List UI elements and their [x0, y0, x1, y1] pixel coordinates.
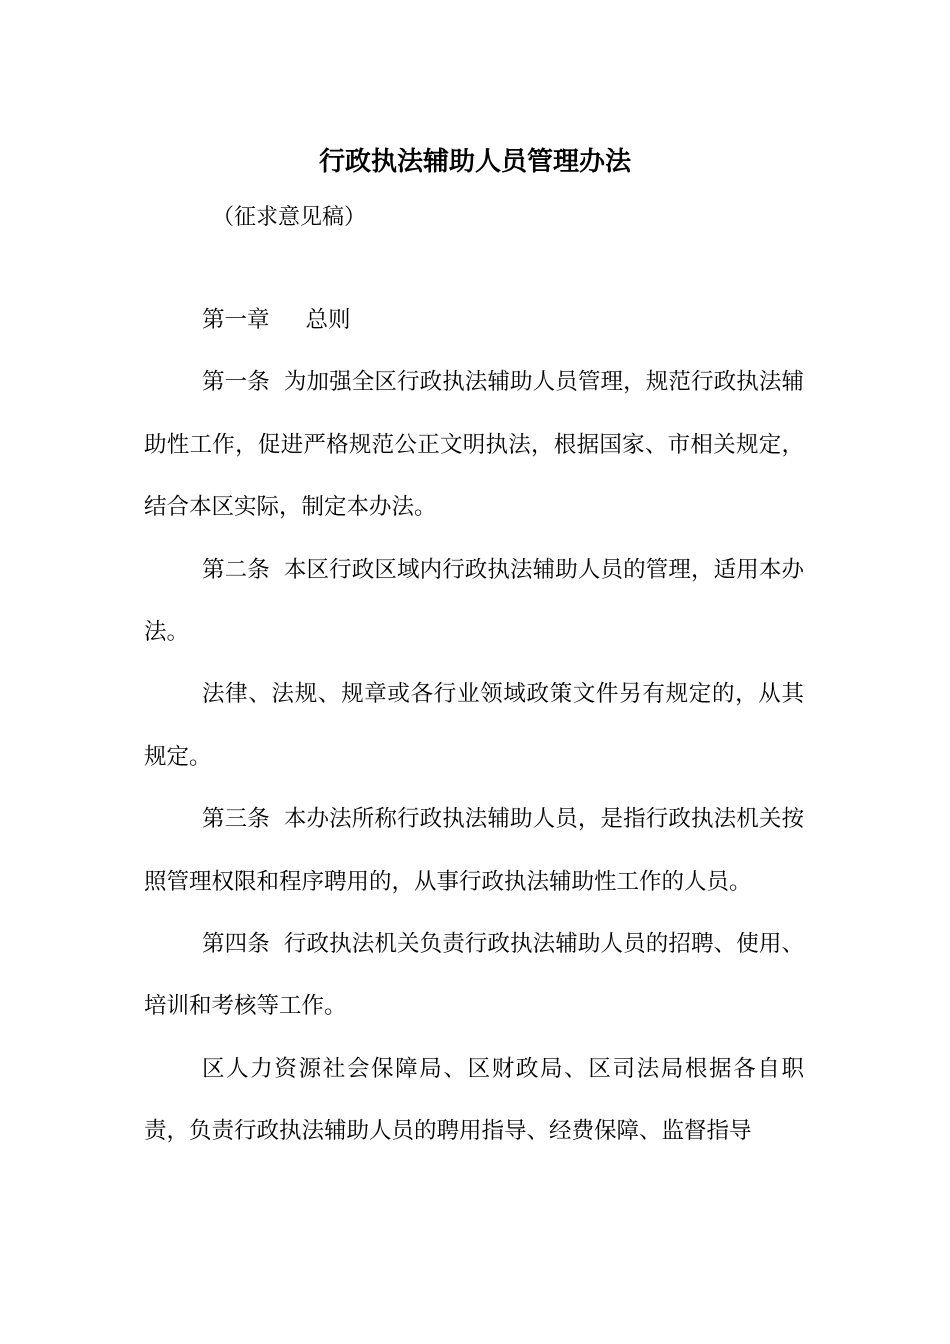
article-text: 法律、法规、规章或各行业领域政策文件另有规定的，从其规定。 [144, 681, 804, 770]
chapter-name: 总则 [305, 307, 351, 333]
article-text: 本办法所称行政执法辅助人员，是指行政执法机关按照管理权限和程序聘用的，从事行政执法辅助性工作的人员。 [144, 806, 804, 895]
chapter-number: 第一章 [202, 307, 270, 333]
paragraph-article-2-clause-2 [144, 663, 804, 788]
paragraph-article-2 [144, 539, 804, 664]
article-text: 本区行政区域内行政执法辅助人员的管理，适用本办法。 [144, 556, 804, 646]
article-label: 第一条 [202, 369, 270, 396]
article-text: 区人力资源社会保障局、区财政局、区司法局根据各自职责，负责行政执法辅助人员的聘用指导、经费保障、监督指导 [144, 1055, 804, 1145]
chapter-heading [144, 289, 804, 351]
document-subtitle: （征求意见稿） [212, 205, 367, 230]
article-text: 为加强全区行政执法辅助人员管理，规范行政执法辅助性工作，促进严格规范公正文明执法，根据国家、市相关规定，结合本区实际，制定本办法。 [144, 369, 804, 521]
article-label: 第四条 [202, 931, 270, 958]
document-title: 行政执法辅助人员管理办法 [318, 147, 631, 177]
article-label: 第二条 [202, 556, 270, 583]
document-body [144, 289, 804, 1163]
article-label: 第三条 [202, 806, 270, 833]
article-text: 行政执法机关负责行政执法辅助人员的招聘、使用、培训和考核等工作。 [144, 931, 804, 1020]
paragraph-article-1 [144, 351, 804, 538]
paragraph-article-3 [144, 788, 804, 913]
paragraph-article-4-clause-2 [144, 1038, 804, 1163]
paragraph-article-4 [144, 913, 804, 1038]
